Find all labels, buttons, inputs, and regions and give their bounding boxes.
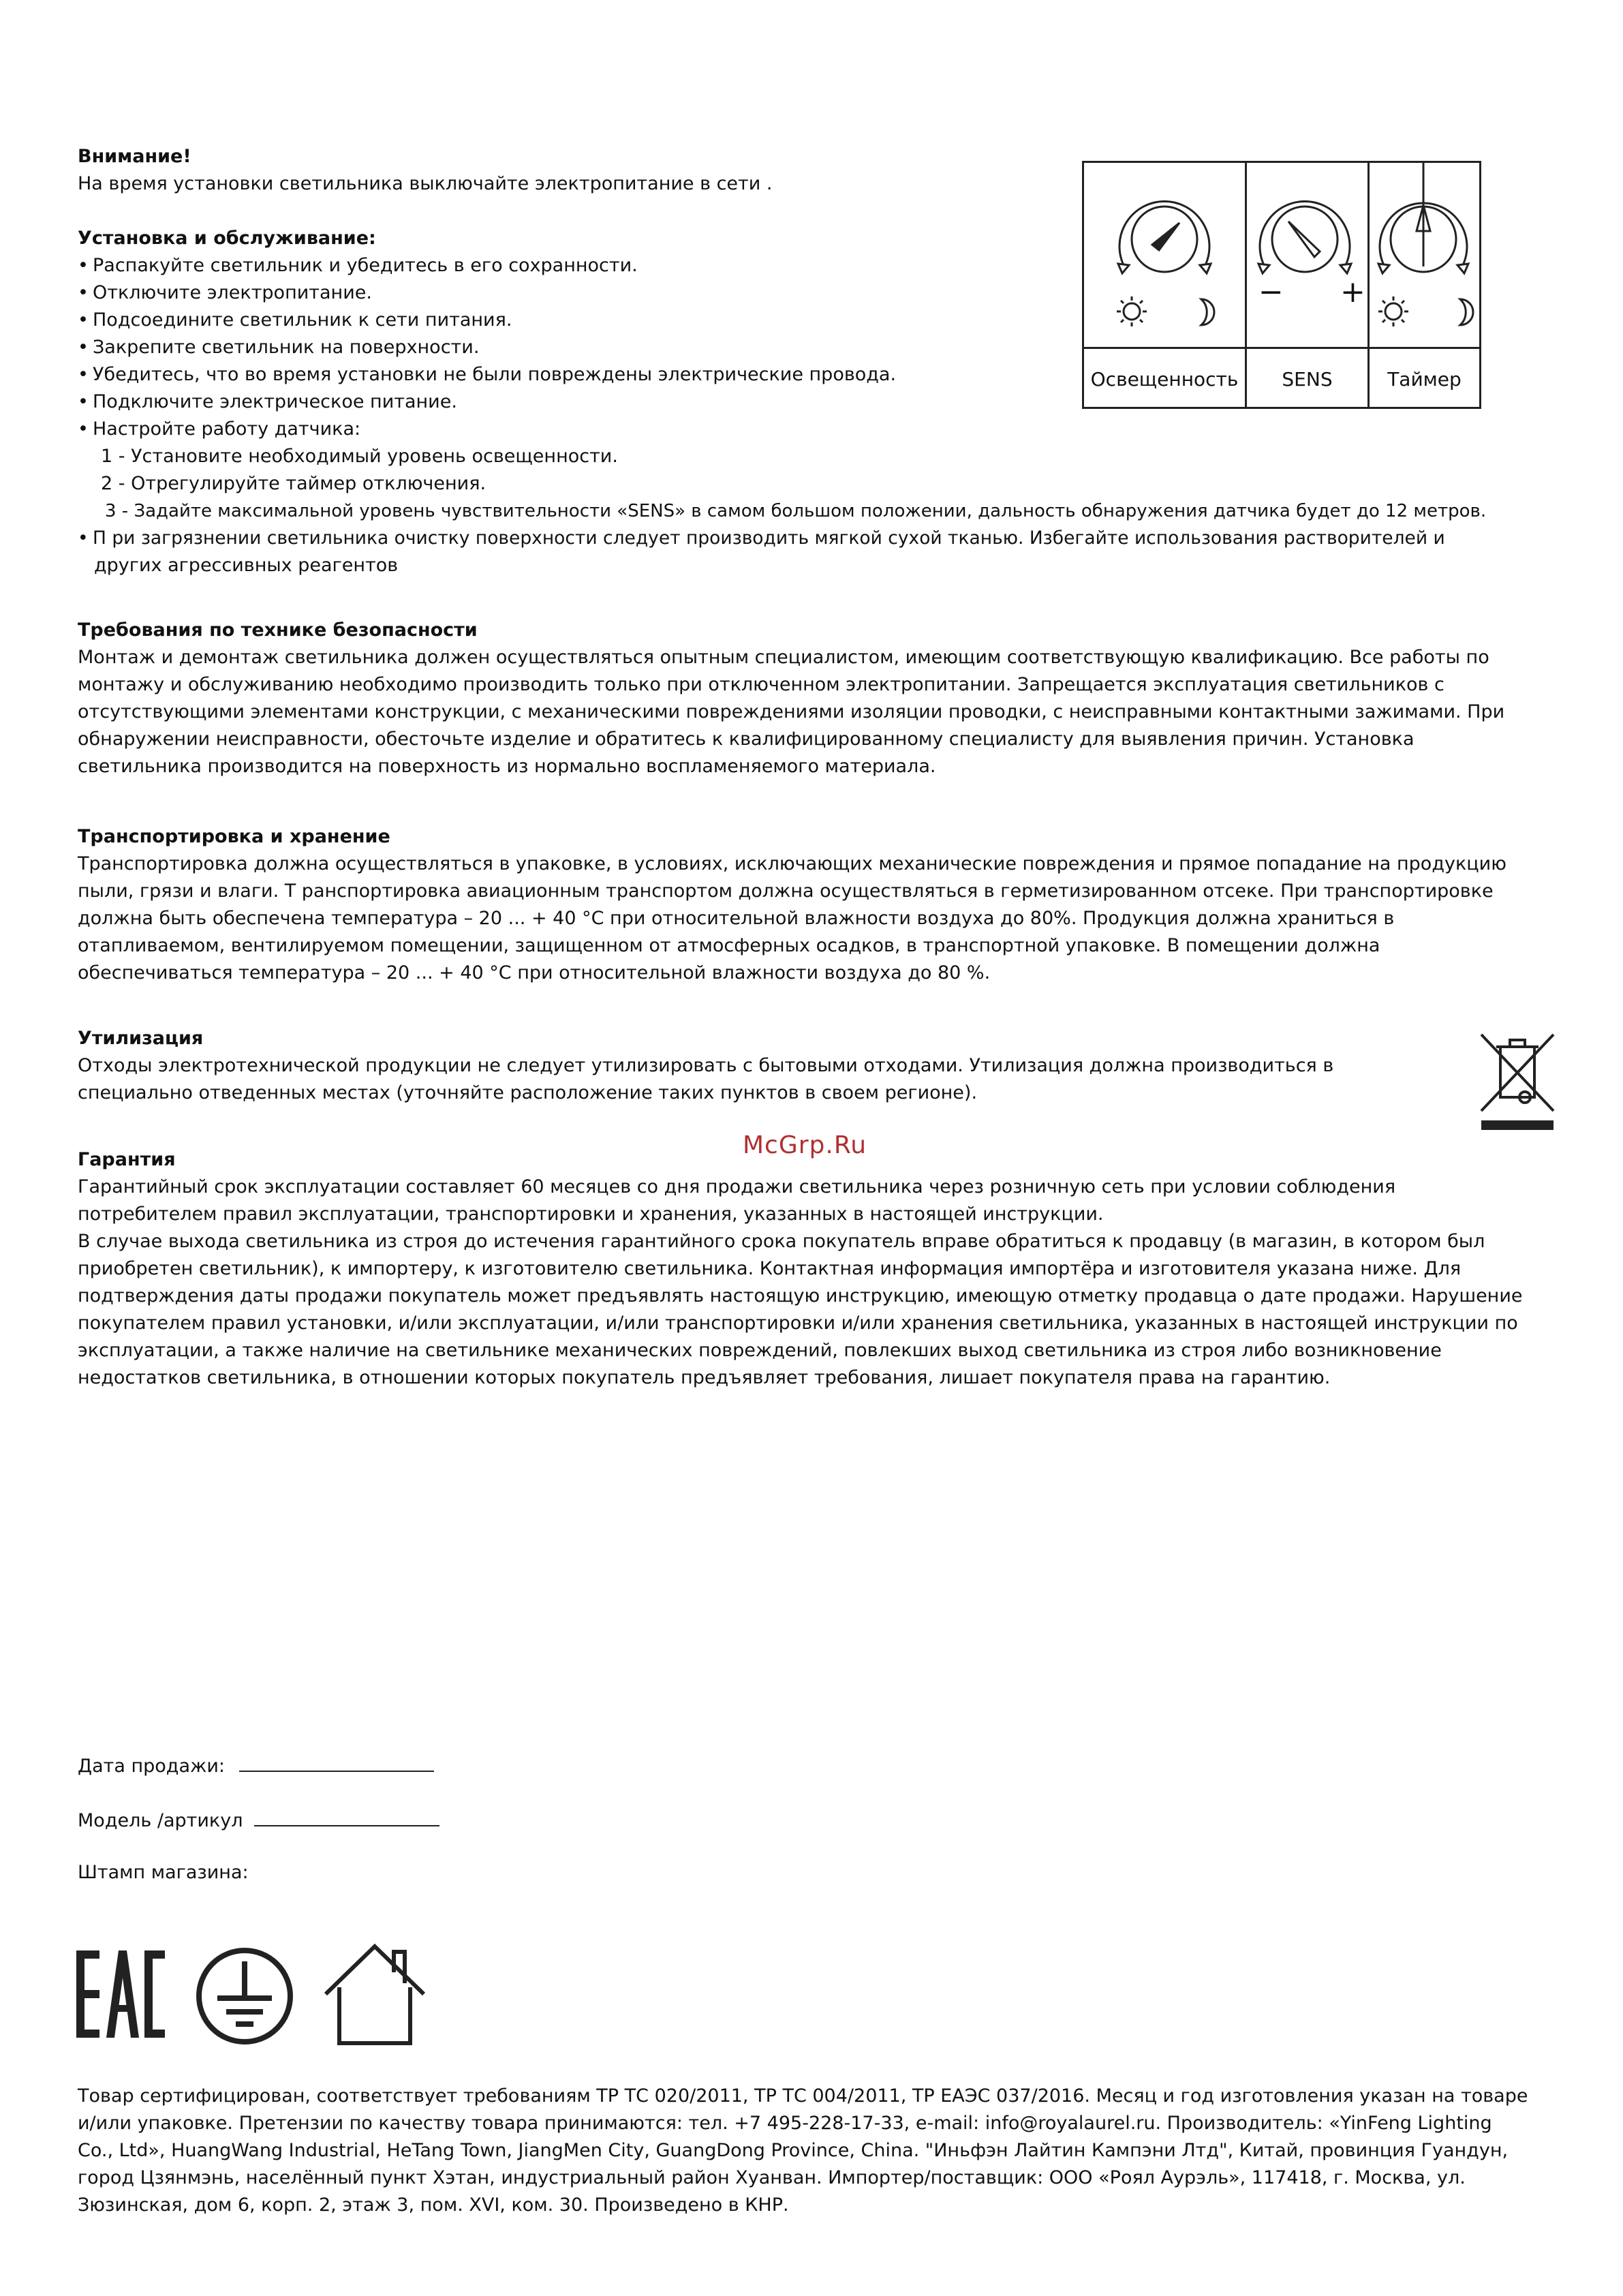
transport-text: Транспортировка должна осуществляться в упаковке, в условиях, исключающих механические повреждения и прямое попадание на продукцию пыли, грязи и влаги. Т ранспортировка авиационным транспортом должна осуществляться в герметизированном отсеке. При транспортировке должна быть обеспечена температура – 20 ... + 40 °С при относительной влажности воздуха до 80%. Продукция должна храниться в отапливаемом, вентилируемом помещении, защищенном от атмосферных осадков, в транспортной упаковке. В помещении должна обеспечиваться температура – 20 ... + 40 °С при относительной влажности воздуха до 80 %. bbox=[78, 853, 1506, 983]
lux-label: Освещенность bbox=[1090, 367, 1239, 391]
install-bullet: • Подсоедините светильник к сети питания. bbox=[93, 307, 512, 334]
weee-bin-icon bbox=[1477, 1029, 1558, 1131]
install-bullet: • Отключите электропитание. bbox=[93, 279, 372, 307]
indoor-house-icon bbox=[320, 1942, 429, 2047]
sensor-dials bbox=[1084, 163, 1483, 347]
warranty-title: Гарантия bbox=[78, 1149, 176, 1170]
model-field bbox=[78, 1805, 439, 1835]
sale-date-field bbox=[78, 1750, 434, 1780]
install-bullet: • Распакуйте светильник и убедитесь в его сохранности. bbox=[93, 252, 638, 279]
eac-mark-icon bbox=[76, 1950, 165, 2038]
transport-title: Транспортировка и хранение bbox=[78, 826, 390, 847]
moon-icon bbox=[1201, 299, 1214, 325]
cleaning-text-cont: других агрессивных реагентов bbox=[94, 555, 399, 576]
sale-date-label: Дата продажи: bbox=[78, 1756, 225, 1777]
attention-title: Внимание! bbox=[78, 146, 191, 167]
moon-icon bbox=[1460, 299, 1473, 325]
sens-label: SENS bbox=[1282, 367, 1333, 391]
timer-dial-icon bbox=[1378, 163, 1468, 273]
ground-symbol-icon bbox=[194, 1946, 296, 2046]
install-bullet: • Закрепите светильник на поверхности. bbox=[93, 334, 479, 361]
model-label: Модель /артикул bbox=[78, 1810, 243, 1831]
safety-text: Монтаж и демонтаж светильника должен осуществляться опытным специалистом, имеющим соответствующую квалификацию. Все работы по монтажу и обслуживанию необходимо производить только при отключенном электропитании. Запрещается эксплуатация светильников с отсутствующими элементами конструкции, с механическими повреждениями изоляции проводки, с неисправными контактными зажимами. При обнаружении неисправности, обесточьте изделие и обратитесь к квалифицированному специалисту для выявления причин. Установка светильника производится на поверхность из нормально воспламеняемого материала. bbox=[78, 647, 1505, 777]
sensor-step: 3 - Задайте максимальной уровень чувствительности «SENS» в самом большом положении, дальность обнаружения датчика будет до 12 метров. bbox=[105, 501, 1487, 521]
install-bullet: • Убедитесь, что во время установки не были повреждены электрические провода. bbox=[93, 361, 896, 388]
minus-icon: − bbox=[1258, 275, 1284, 309]
stamp-label: Штамп магазина: bbox=[78, 1862, 249, 1883]
cleaning-text: • П ри загрязнении светильника очистку поверхности следует производить мягкой сухой тканью. Избегайте использования растворителей и bbox=[93, 525, 1445, 552]
sun-icon bbox=[1117, 296, 1147, 326]
watermark: McGrp.Ru bbox=[743, 1131, 867, 1159]
install-bullet: • Настройте работу датчика: bbox=[93, 416, 360, 443]
sensor-step: 1 - Установите необходимый уровень освещенности. bbox=[101, 446, 618, 467]
disposal-title: Утилизация bbox=[78, 1028, 204, 1049]
sun-icon bbox=[1378, 296, 1408, 326]
plus-icon: + bbox=[1340, 275, 1365, 309]
install-bullet: • Подключите электрическое питание. bbox=[93, 388, 457, 416]
warranty-text-2: В случае выхода светильника из строя до истечения гарантийного срока покупатель вправе обратиться к продавцу (в магазин, в котором был приобретен светильник), к импортеру, к изготовителю светильника. Контактная информация импортёра и изготовителя указана ниже. Для подтверждения даты продажи покупатель может предъявлять настоящую инструкцию, имеющую отметку продавца о дате продажи. Нарушение покупателем правил установки, и/или эксплуатации, и/или транспортировки и/или хранения светильника, указанных в настоящей инструкции по эксплуатации, а также наличие на светильнике механических повреждений, повлекших выход светильника из строя либо возникновение недостатков светильника, в отношении которых покупатель предъявляет требования, лишает покупателя права на гарантию. bbox=[78, 1231, 1523, 1388]
model-line bbox=[254, 1805, 439, 1826]
disposal-text: Отходы электротехнической продукции не следует утилизировать с бытовыми отходами. Утилизация должна производиться в специально отведенных местах (уточняйте расположение таких пунктов в своем регионе). bbox=[78, 1055, 1334, 1103]
sensor-panel bbox=[1082, 161, 1481, 409]
sens-dial-icon bbox=[1258, 202, 1351, 273]
attention-text: На время установки светильника выключайте электропитание в сети . bbox=[78, 173, 773, 194]
safety-title: Требования по технике безопасности bbox=[78, 619, 478, 641]
sale-date-line bbox=[239, 1750, 434, 1772]
lux-dial-icon bbox=[1118, 202, 1211, 273]
install-title: Установка и обслуживание: bbox=[78, 228, 376, 249]
sensor-step: 2 - Отрегулируйте таймер отключения. bbox=[101, 473, 486, 494]
timer-label: Таймер bbox=[1387, 367, 1462, 391]
warranty-text-1: Гарантийный срок эксплуатации составляет 60 месяцев со дня продажи светильника через розничную сеть при условии соблюдения потребителем правил эксплуатации, транспортировки и хранения, указанных в настоящей инструкции. bbox=[78, 1176, 1396, 1225]
footer-text: Товар сертифицирован, соответствует требованиям ТР ТС 020/2011, ТР ТС 004/2011, ТР ЕАЭС 037/2016. Месяц и год изготовления указан на товаре и/или упаковке. Претензии по качеству товара принимаются: тел. +7 495-228-17-33, e-mail: info@royalaurel.ru. Производитель: «YinFeng Lighting Co., Ltd», HuangWang Industrial, HeTang Town, JiangMen City, GuangDong Province, China. "Иньфэн Лайтин Кампэни Лтд", Китай, провинция Гуандун, город Цзянмэнь, населённый пункт Хэтан, индустриальный район Хуанван. Импортер/поставщик: ООО «Роял Аурэль», 117418, г. Москва, ул. Зюзинская, дом 6, корп. 2, этаж 3, пом. XVI, ком. 30. Произведено в КНР. bbox=[78, 2085, 1528, 2216]
